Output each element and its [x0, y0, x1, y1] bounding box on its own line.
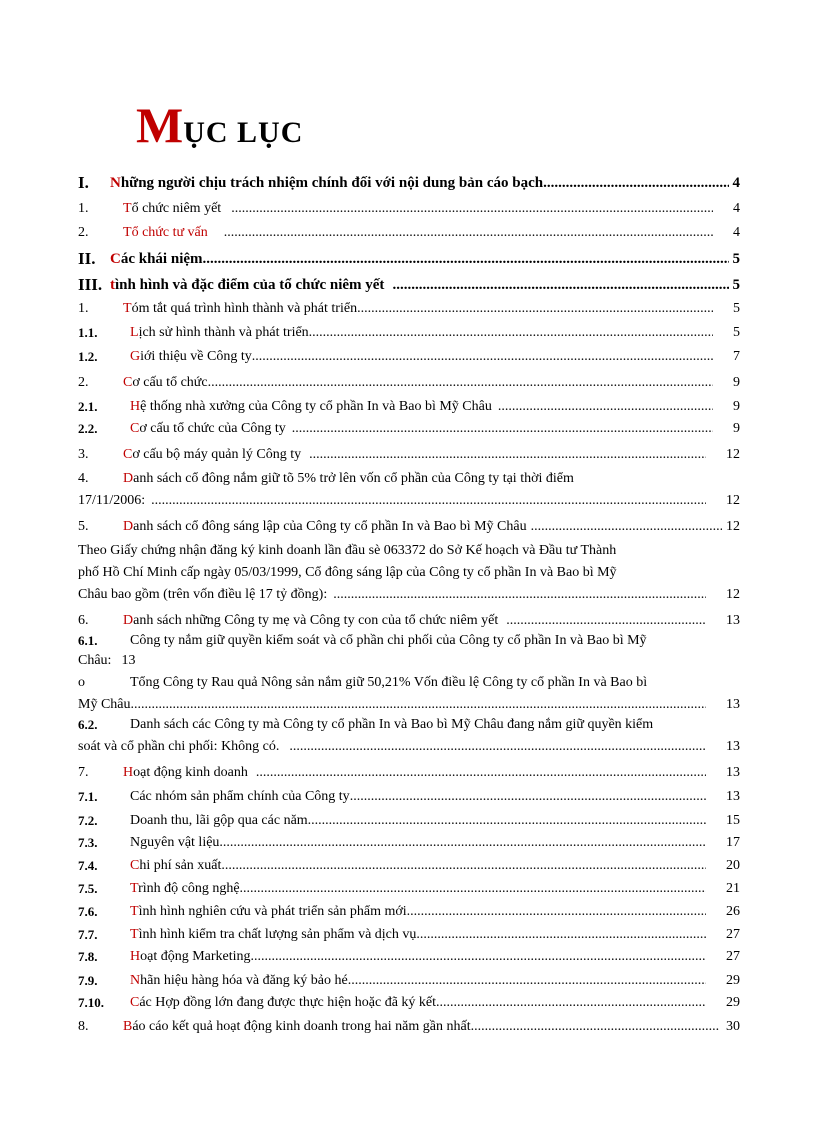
toc-entry-text: ác khái niệm — [120, 251, 203, 267]
toc-entry-initial: G — [130, 349, 141, 364]
toc-entry-number: 7.8. — [78, 949, 98, 964]
toc-entry[interactable] — [78, 322, 740, 344]
toc-entry-text: ơ cấu tổ chức của Công ty — [139, 421, 286, 436]
toc-entry-page: 20 — [726, 858, 740, 873]
toc-entry-number: 8. — [78, 1019, 89, 1034]
leader-dots — [309, 444, 706, 466]
toc-entry[interactable] — [78, 372, 740, 394]
toc-entry[interactable] — [78, 855, 740, 877]
leader-dots — [357, 298, 713, 320]
toc-entry-number: 7. — [78, 765, 89, 780]
toc-entry-number: 6.2. — [78, 717, 98, 732]
toc-entry-initial: C — [110, 251, 121, 267]
toc-entry-text: ổ chức tư vấn — [131, 225, 208, 240]
leader-dots — [151, 490, 706, 512]
toc-entry-number: 4. — [78, 471, 89, 486]
toc-entry-page: 27 — [726, 949, 740, 964]
toc-entry-page: 13 — [726, 697, 740, 712]
toc-entry-initial: T — [130, 927, 139, 942]
toc-entry-initial: N — [110, 175, 121, 191]
toc-entry[interactable] — [78, 172, 740, 194]
leader-dots — [416, 924, 706, 946]
toc-entry-text: Nguyên vật liệu — [130, 835, 220, 850]
toc-entry-number: 7.4. — [78, 858, 98, 873]
toc-entry-page: 5 — [732, 277, 740, 293]
leader-dots — [292, 418, 713, 440]
toc-entry-text: soát và cổ phần chi phối: Không có. — [78, 739, 280, 754]
toc-entry-page: 29 — [726, 995, 740, 1010]
toc-entry[interactable] — [78, 248, 740, 270]
toc-entry-number: 2.1. — [78, 399, 98, 414]
toc-entry-number: 7.9. — [78, 973, 98, 988]
leader-dots — [134, 694, 706, 716]
toc-entry-number: 7.2. — [78, 813, 98, 828]
toc-entry-initial: C — [123, 375, 133, 390]
leader-dots — [231, 198, 713, 220]
toc-entry-page: 5 — [733, 301, 740, 316]
toc-entry-text: hững người chịu trách nhiệm chính đối với nội dung bản cáo bạch — [120, 175, 544, 191]
toc-entry[interactable] — [78, 992, 740, 1014]
toc-entry-number: 1.2. — [78, 349, 98, 364]
toc-entry-text: ình hình nghiên cứu và phát triển sản phẩm mới — [138, 904, 407, 919]
toc-entry-number: III. — [78, 275, 103, 294]
toc-entry-number: 5. — [78, 519, 89, 534]
toc-entry-number: 2. — [78, 375, 89, 390]
leader-dots — [531, 516, 722, 538]
toc-entry-text: anh sách cổ đông nắm giữ tõ 5% trở lên vốn cổ phần của Công ty tại thời điểm — [133, 471, 574, 486]
toc-entry-number: 7.3. — [78, 835, 98, 850]
toc-entry-number: 2.2. — [78, 421, 98, 436]
toc-entry-text: Công ty nắm giữ quyền kiểm soát và cổ phần chi phối của Công ty cổ phần In và Bao bì Mỹ — [130, 633, 647, 648]
toc-entry-text: Doanh thu, lãi gộp qua các năm — [130, 813, 308, 828]
toc-entry-initial: t — [110, 277, 115, 293]
leader-dots — [350, 786, 706, 808]
toc-entry-number: 6.1. — [78, 633, 98, 648]
toc-entry[interactable] — [78, 1016, 740, 1038]
toc-entry-initial: H — [130, 949, 141, 964]
toc-entry-text: Các nhóm sản phẩm chính của Công ty — [130, 789, 350, 804]
toc-entry-text: hi phí sản xuất — [139, 858, 222, 873]
toc-entry-text: anh sách cổ đông sáng lập của Công ty cổ phần In và Bao bì Mỹ Châu — [133, 519, 527, 534]
toc-entry-page: 4 — [732, 175, 740, 191]
toc-entry-text: anh sách những Công ty mẹ và Công ty con của tổ chức niêm yết — [133, 613, 499, 628]
toc-entry-page: 9 — [733, 399, 740, 414]
toc-entry[interactable] — [78, 901, 740, 923]
toc-entry-text: ình hình kiểm tra chất lượng sản phẩm và dịch vụ — [138, 927, 417, 942]
toc-entry-text: oạt động kinh doanh — [133, 765, 248, 780]
toc-entry-initial: C — [123, 447, 133, 462]
toc-entry-text: ịch sử hình thành và phát triển — [138, 325, 309, 340]
toc-entry[interactable] — [78, 786, 740, 808]
toc-entry[interactable] — [78, 444, 740, 466]
toc-entry[interactable] — [78, 298, 740, 320]
toc-entry[interactable] — [78, 630, 740, 670]
toc-entry-number: II. — [78, 249, 96, 268]
toc-entry[interactable] — [78, 810, 740, 832]
leader-dots — [407, 901, 706, 923]
toc-entry-page: 12 — [726, 493, 740, 508]
toc-entry-page: 9 — [733, 375, 740, 390]
leader-dots — [251, 946, 706, 968]
leader-dots — [333, 584, 706, 606]
toc-entry[interactable] — [78, 418, 740, 440]
toc-entry-number: 3. — [78, 447, 89, 462]
toc-entry[interactable] — [78, 714, 740, 758]
toc-entry-number: 7.1. — [78, 789, 98, 804]
toc-entry-text: 17/11/2006: — [78, 493, 146, 508]
toc-entry[interactable] — [78, 468, 740, 512]
toc-entry-page: 5 — [733, 325, 740, 340]
toc-entry-text: ơ cấu tổ chức — [132, 375, 208, 390]
toc-entry-page: 5 — [732, 251, 740, 267]
toc-entry-page: 27 — [726, 927, 740, 942]
toc-entry[interactable] — [78, 946, 740, 968]
toc-entry-page: 12 — [726, 519, 740, 534]
toc-entry-number: 6. — [78, 613, 89, 628]
leader-dots — [203, 248, 729, 270]
toc-title-rest: ỤC LỤC — [183, 116, 304, 149]
leader-dots — [436, 992, 706, 1014]
toc-entry-initial: D — [123, 613, 134, 628]
leader-dots — [309, 322, 713, 344]
toc-entry-page: 29 — [726, 973, 740, 988]
toc-entry-page: 13 — [121, 653, 136, 668]
toc-entry-page: 17 — [726, 835, 740, 850]
leader-dots — [543, 172, 728, 194]
toc-entry-text: óm tắt quá trình hình thành và phát triển — [131, 301, 358, 316]
toc-entry-number: I. — [78, 173, 89, 192]
toc-entry[interactable] — [78, 762, 740, 784]
toc-entry-initial: H — [123, 765, 134, 780]
toc-entry-number: 7.6. — [78, 904, 98, 919]
leader-dots — [256, 762, 706, 784]
leader-dots — [498, 396, 713, 418]
toc-entry-page: 4 — [733, 201, 740, 216]
toc-entry-text: Danh sách các Công ty mà Công ty cổ phần In và Bao bì Mỹ Châu đang nắm giữ quyền kiểm — [130, 717, 654, 732]
toc-entry-page: 7 — [733, 349, 740, 364]
leader-dots — [208, 372, 713, 394]
toc-entry-text: rình độ công nghệ — [138, 881, 240, 896]
toc-entry-initial: C — [130, 858, 140, 873]
toc-entry[interactable] — [78, 970, 740, 992]
toc-entry-page: 13 — [726, 613, 740, 628]
toc-entry-number: 7.7. — [78, 927, 98, 942]
toc-entry-number: 7.10. — [78, 995, 104, 1010]
toc-entry-number: o — [78, 675, 85, 690]
toc-entry-text: oạt động Marketing — [140, 949, 251, 964]
leader-dots — [240, 878, 706, 900]
leader-dots — [506, 610, 706, 632]
toc-entry-text: iới thiệu về Công ty — [140, 349, 252, 364]
toc-entry-number: 7.5. — [78, 881, 98, 896]
toc-entry-page: 13 — [726, 739, 740, 754]
toc-entry[interactable] — [78, 274, 740, 296]
toc-entry-initial: B — [123, 1019, 133, 1034]
toc-entry-text: hãn hiệu hàng hóa và đăng ký bảo hé — [140, 973, 348, 988]
toc-entry-number: 2. — [78, 225, 89, 240]
toc-entry-page: 13 — [726, 789, 740, 804]
toc-entry-page: 26 — [726, 904, 740, 919]
toc-entry-text: ổ chức niêm yết — [131, 201, 222, 216]
toc-entry[interactable] — [78, 832, 740, 854]
toc-entry-initial: T — [123, 201, 132, 216]
toc-entry-page: 12 — [726, 587, 740, 602]
leader-dots — [289, 736, 706, 758]
leader-dots — [392, 274, 728, 296]
toc-entry-page: 15 — [726, 813, 740, 828]
toc-entry-page: 9 — [733, 421, 740, 436]
toc-entry-initial: C — [130, 995, 140, 1010]
toc-entry-initial: T — [130, 881, 139, 896]
toc-entry-initial: N — [130, 973, 141, 988]
leader-dots — [308, 810, 706, 832]
toc-entry-text: Theo Giấy chứng nhận đăng ký kinh doanh lần đầu sè 063372 do Sở Kế hoạch và Đầu tư Thành — [78, 543, 617, 558]
toc-entry-page: 4 — [733, 225, 740, 240]
toc-entry[interactable] — [78, 198, 740, 220]
toc-entry-page: 21 — [726, 881, 740, 896]
toc-entry-initial: L — [130, 325, 139, 340]
toc-entry-number: 1.1. — [78, 325, 98, 340]
leader-dots — [224, 222, 713, 244]
toc-entry-initial: T — [123, 225, 132, 240]
toc-entry-initial: T — [130, 904, 139, 919]
toc-entry[interactable] — [78, 396, 740, 418]
toc-entry[interactable] — [78, 346, 740, 368]
toc-entry-page: 12 — [726, 447, 740, 462]
toc-entry-text: Mỹ Châu. — [78, 697, 134, 712]
toc-entry-page: 13 — [726, 765, 740, 780]
toc-entry-text: phố Hồ Chí Minh cấp ngày 05/03/1999, Cổ đông sáng lập của Công ty cổ phần In và Bao bì Mỹ — [78, 565, 617, 580]
leader-dots — [219, 832, 706, 854]
toc-entry-text: Châu bao gồm (trên vốn điều lệ 17 tỷ đồng): — [78, 587, 328, 602]
toc-entry[interactable] — [78, 540, 740, 606]
toc-entry-text: Châu: — [78, 653, 112, 668]
leader-dots — [471, 1016, 720, 1038]
leader-dots — [221, 855, 706, 877]
leader-dots — [348, 970, 706, 992]
toc-entry[interactable] — [78, 516, 740, 538]
toc-entry-initial: C — [130, 421, 140, 436]
toc-entry-text: ệ thống nhà xưởng của Công ty cổ phần In và Bao bì Mỹ Châu — [140, 399, 492, 414]
toc-entry[interactable] — [78, 610, 740, 632]
toc-entry[interactable] — [78, 222, 740, 244]
toc-entry-text: áo cáo kết quả hoạt động kinh doanh trong hai năm gần nhất — [132, 1019, 471, 1034]
toc-entry[interactable] — [78, 878, 740, 900]
toc-entry-text: ơ cấu bộ máy quản lý Công ty — [132, 447, 302, 462]
toc-entry[interactable] — [78, 924, 740, 946]
toc-entry-text: Tổng Công ty Rau quả Nông sản nắm giữ 50,21% Vốn điều lệ Công ty cổ phần In và Bao bì — [130, 675, 648, 690]
toc-entry-initial: D — [123, 519, 134, 534]
toc-entry-text: ác Hợp đồng lớn đang được thực hiện hoặc đã ký kết — [139, 995, 437, 1010]
toc-entry-initial: H — [130, 399, 141, 414]
toc-entry-text: ình hình và đặc điểm của tổ chức niêm yết — [115, 277, 385, 293]
toc-entry-number: 1. — [78, 201, 89, 216]
leader-dots — [252, 346, 713, 368]
toc-title-initial: M — [136, 97, 184, 153]
toc-entry-page: 30 — [726, 1019, 740, 1034]
toc-entry-initial: D — [123, 471, 134, 486]
toc-entry-initial: T — [123, 301, 132, 316]
toc-entry-number: 1. — [78, 301, 89, 316]
toc-entry[interactable] — [78, 672, 740, 716]
